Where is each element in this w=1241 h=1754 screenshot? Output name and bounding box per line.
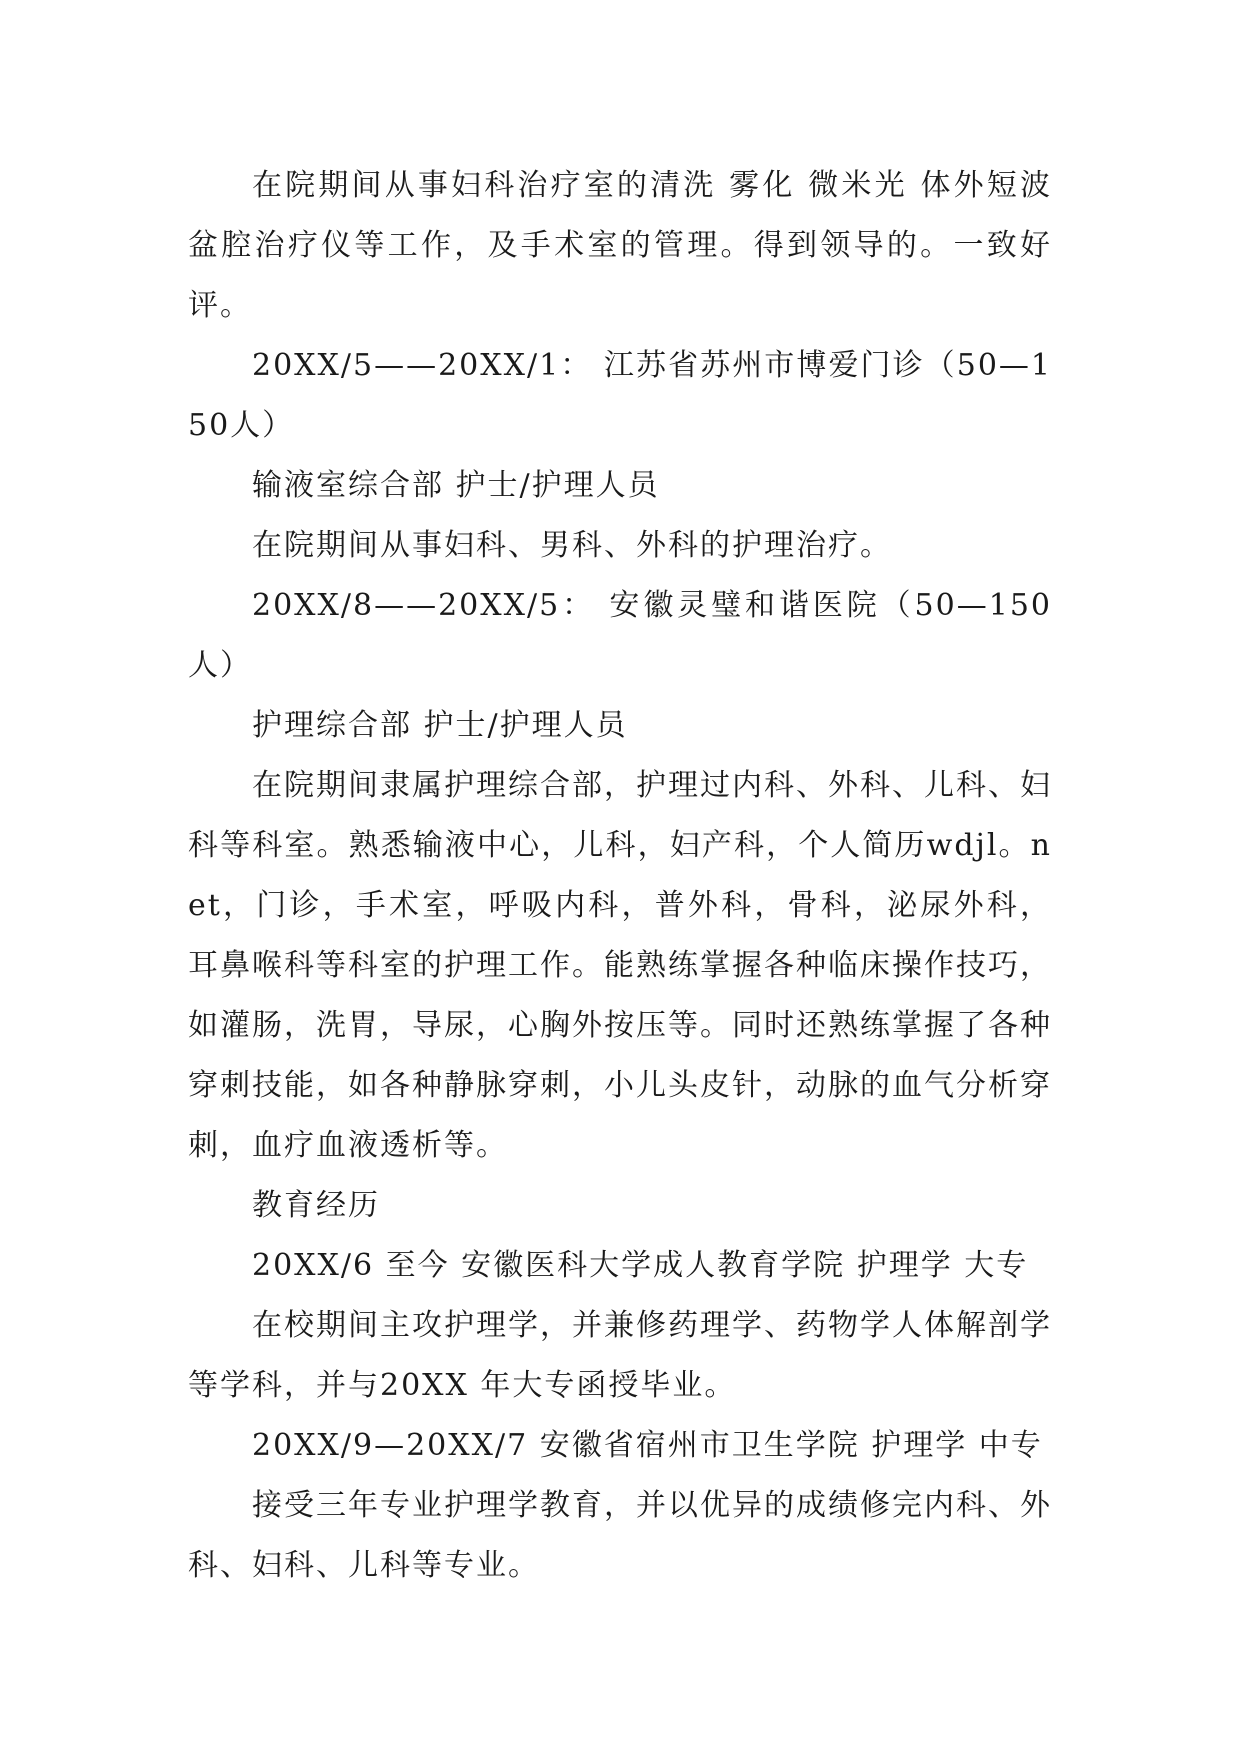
paragraph-work-duties-3: 在院期间隶属护理综合部，护理过内科、外科、儿科、妇科等科室。熟悉输液中心，儿科，妇产科，个人简历wdjl。net，门诊，手术室，呼吸内科，普外科，骨科，泌尿外科，耳鼻喉科等科室的护理工作。能熟练掌握各种临床操作技巧，如灌肠，洗胃，导尿，心胸外按压等。同时还熟练掌握了各种穿刺技能，如各种静脉穿刺，小儿头皮针，动脉的血气分析穿刺，血疗血液透析等。: [188, 768, 1052, 1163]
paragraph-education-school-details: 接受三年专业护理学教育，并以优异的成绩修完内科、外科、妇科、儿科等专业。: [188, 1488, 1052, 1583]
paragraph-position-infusion: 输液室综合部 护士/护理人员: [252, 468, 660, 503]
paragraph-employment-period-lingbi: 20XX/8——20XX/5： 安徽灵璧和谐医院（50—150 人）: [188, 588, 1052, 683]
section-heading-education: 教育经历: [252, 1188, 380, 1223]
paragraph-work-duties-1: 在院期间从事妇科治疗室的清洗 雾化 微米光 体外短波 盆腔治疗仪等工作，及手术室的管理。得到领导的。一致好评。: [188, 168, 1052, 323]
paragraph-education-college: 20XX/6 至今 安徽医科大学成人教育学院 护理学 大专: [252, 1248, 1029, 1283]
paragraph-education-school: 20XX/9—20XX/7 安徽省宿州市卫生学院 护理学 中专: [252, 1428, 1043, 1463]
document-body: [188, 156, 1052, 1596]
paragraph-position-nursing: 护理综合部 护士/护理人员: [252, 708, 628, 743]
paragraph-education-college-details: 在校期间主攻护理学，并兼修药理学、药物学人体解剖学等学科，并与20XX 年大专函授毕业。: [188, 1308, 1052, 1403]
paragraph-work-duties-2: 在院期间从事妇科、男科、外科的护理治疗。: [252, 528, 892, 563]
paragraph-employment-period-suzhou: 20XX/5——20XX/1： 江苏省苏州市博爱门诊（50—150人）: [188, 348, 1052, 443]
